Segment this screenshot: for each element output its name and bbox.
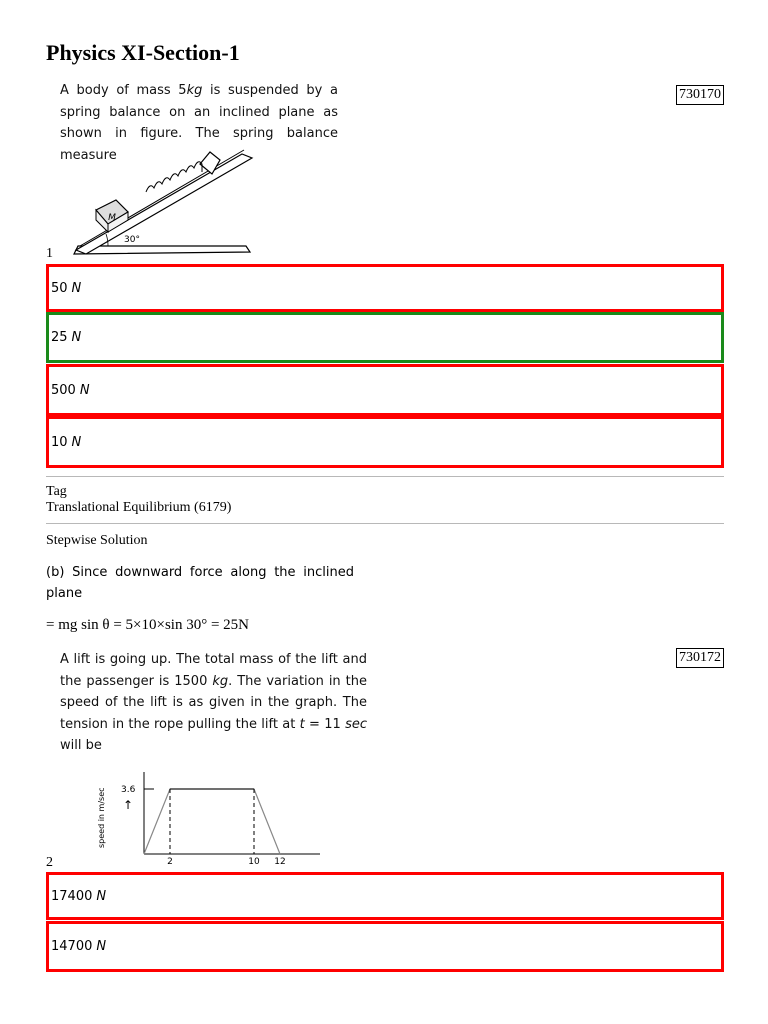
question-1-text: A body of mass 5kg is suspended by a spring balance on an inclined plane as shown in figure. The spring balance measure — [60, 83, 338, 163]
divider-top — [46, 476, 724, 477]
mass-label: M — [108, 213, 116, 223]
x-tick-12: 12 — [274, 857, 286, 867]
question-1-number: 1 — [46, 246, 53, 261]
graph-y-tick: 3.6 — [121, 785, 136, 795]
tag-value: Translational Equilibrium (6179) — [46, 500, 232, 515]
x-tick-2: 2 — [167, 857, 173, 867]
inclined-plane-figure — [66, 146, 256, 256]
option-1d[interactable]: 10 N — [46, 416, 724, 468]
option-1b[interactable]: 25 N — [46, 312, 724, 363]
question-1-id: 730170 — [676, 85, 724, 105]
question-2-text: A lift is going up. The total mass of the lift and the passenger is 1500 kg. The variation in the speed of the lift is as given in the graph. The tension in the rope pulling the lift at t = 11 sec will be — [60, 652, 367, 753]
speed-curve — [144, 789, 280, 854]
graph-ylabel: speed in m/sec — [97, 787, 106, 848]
speed-time-graph — [90, 772, 330, 868]
option-1c[interactable]: 500 N — [46, 364, 724, 416]
option-1a[interactable]: 50 N — [46, 264, 724, 312]
page-title: Physics XI-Section-1 — [46, 40, 240, 65]
angle-label: 30° — [124, 235, 140, 245]
tag-heading: Tag — [46, 484, 67, 499]
question-2-id: 730172 — [676, 648, 724, 668]
solution-formula: = mg sin θ = 5×10×sin 30° = 25N — [46, 617, 249, 633]
option-2a[interactable]: 17400 N — [46, 872, 724, 920]
divider-bottom — [46, 523, 724, 524]
option-2b[interactable]: 14700 N — [46, 921, 724, 972]
x-tick-10: 10 — [248, 857, 260, 867]
solution-text: (b) Since downward force along the inclined plane — [46, 565, 354, 601]
solution-heading: Stepwise Solution — [46, 533, 148, 548]
question-2-number: 2 — [46, 855, 53, 870]
graph-arrow: ↑ — [122, 798, 134, 812]
